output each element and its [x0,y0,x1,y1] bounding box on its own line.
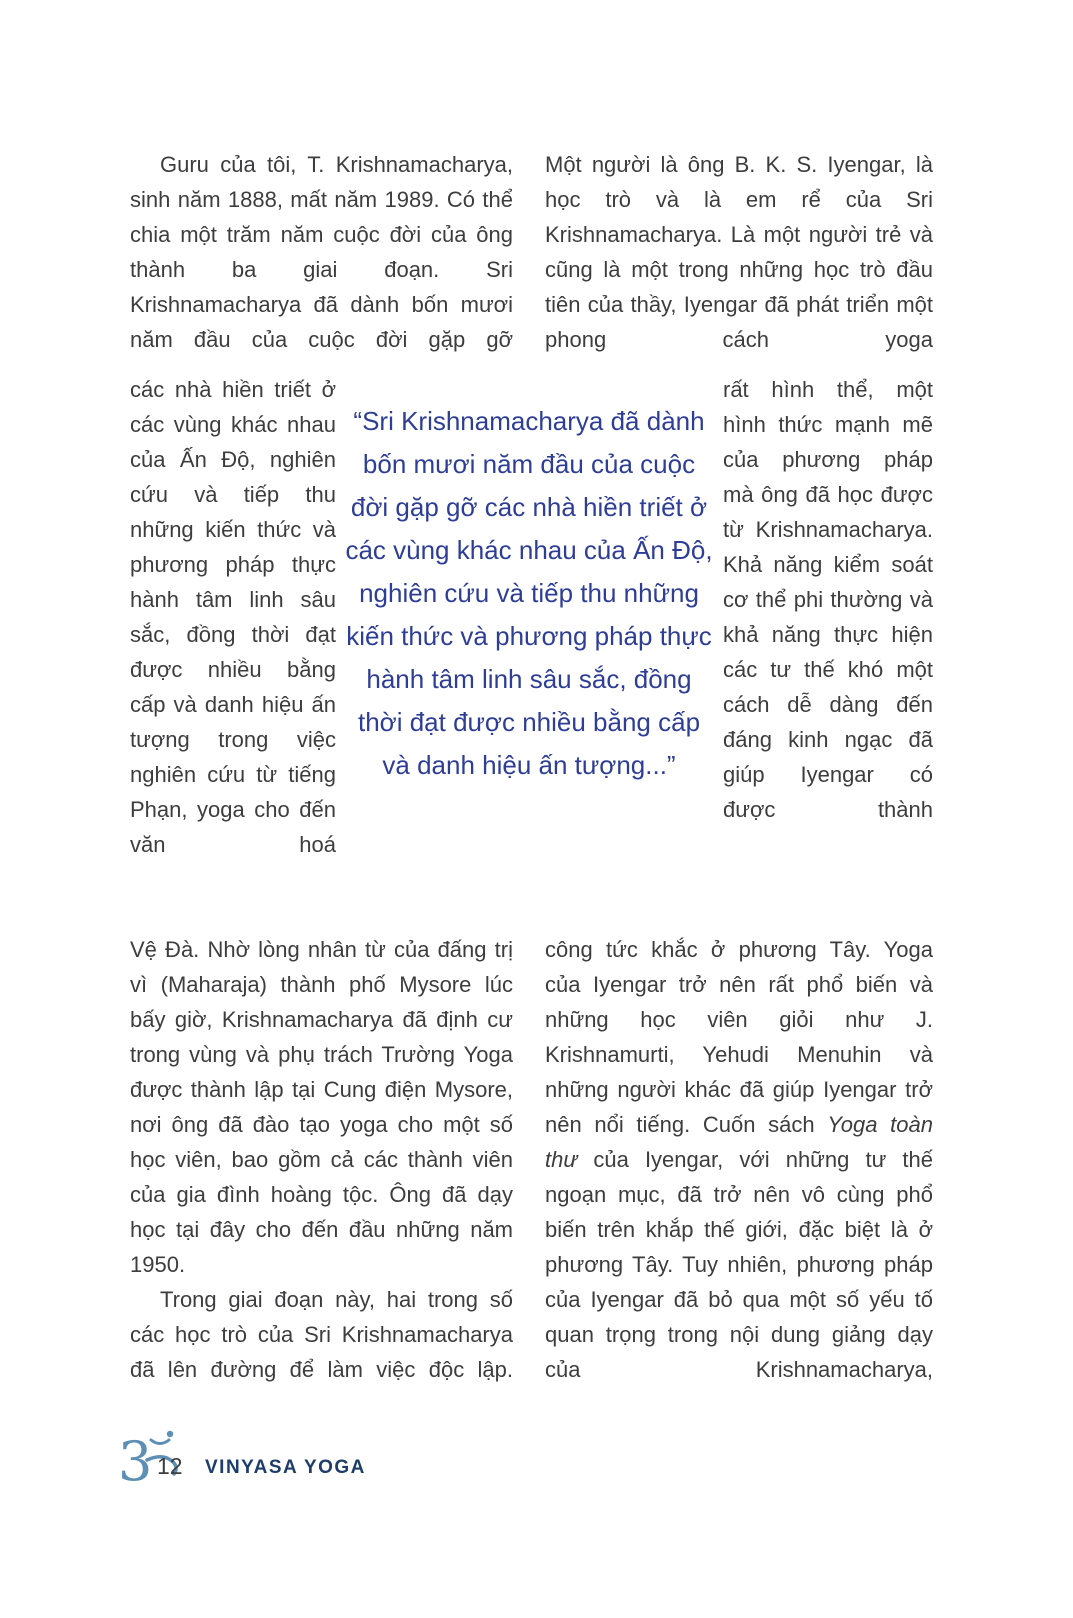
page-footer [0,1420,1073,1510]
book-title-inline-italic: Yoga toàn thư [545,1112,933,1172]
paragraph-right-narrow: rất hình thể, một hình thức mạnh mẽ của phương pháp mà ông đã học được từ Krishnamacharya. Khả năng kiểm soát cơ thể phi thường và khả năng thực hiện các tư thế khó một cách dễ dàng đến đáng kinh ngạc đã giúp Iyengar có được thành [723,377,933,822]
paragraph-right-bottom-post: của Iyengar, với những tư thế ngoạn mục, đã trở nên vô cùng phổ biến trên khắp thế giới, đặc biệt là ở phương Tây. Tuy nhiên, phương pháp của Iyengar đã bỏ qua một số yếu tố quan trọng trong nội dung giảng dạy của Krishnamacharya, [545,1147,933,1382]
right-column-narrow [723,372,933,827]
paragraph-left-top: Guru của tôi, T. Krishnamacharya, sinh năm 1888, mất năm 1989. Có thể chia một trăm năm cuộc đời của ông thành ba giai đoạn. Sri Krishnamacharya đã dành bốn mươi năm đầu của cuộc đời gặp gỡ [130,152,513,352]
right-column-bottom [545,932,933,1387]
left-column-top [130,147,513,357]
left-column-narrow [130,372,336,862]
paragraph-right-bottom-pre: công tức khắc ở phương Tây. Yoga của Iyengar trở nên rất phổ biến và những học viên giỏi như J. Krishnamurti, Yehudi Menuhin và những người khác đã giúp Iyengar trở nên nổi tiếng. Cuốn sách [545,937,933,1137]
right-column-top [545,147,933,357]
pull-quote: “Sri Krishnamacharya đã dành bốn mươi năm đầu của cuộc đời gặp gỡ các nhà hiền triết ở các vùng khác nhau của Ấn Độ, nghiên cứu và tiếp thu những kiến thức và phương pháp thực hành tâm linh sâu sắc, đồng thời đạt được nhiều bằng cấp và danh hiệu ấn tượng...” [345,406,713,780]
paragraph-left-bottom-2: Trong giai đoạn này, hai trong số các học trò của Sri Krishnamacharya đã lên đường để làm việc độc lập. [130,1287,513,1382]
page-number: 12 [157,1453,183,1479]
book-title: VINYASA YOGA [205,1457,366,1478]
svg-text:3: 3 [118,1430,153,1488]
paragraph-left-bottom-1: Vệ Đà. Nhờ lòng nhân từ của đấng trị vì (Maharaja) thành phố Mysore lúc bấy giờ, Krishnamacharya đã định cư trong vùng và phụ trách Trường Yoga được thành lập tại Cung điện Mysore, nơi ông đã đào tạo yoga cho một số học viên, bao gồm cả các thành viên của gia đình hoàng tộc. Ông đã dạy học tại đây cho đến đầu những năm 1950. [130,937,513,1277]
paragraph-right-top: Một người là ông B. K. S. Iyengar, là học trò và là em rể của Sri Krishnamacharya. Là một người trẻ và cũng là một trong những học trò đầu tiên của thầy, Iyengar đã phát triển một phong cách yoga [545,152,933,352]
paragraph-left-narrow: các nhà hiền triết ở các vùng khác nhau của Ấn Độ, nghiên cứu và tiếp thu những kiến thức và phương pháp thực hành tâm linh sâu sắc, đồng thời đạt được nhiều bằng cấp và danh hiệu ấn tượng trong việc nghiên cứu từ tiếng Phạn, yoga cho đến văn hoá [130,377,336,857]
paragraph-right-bottom [545,932,933,1387]
left-column-bottom [130,932,513,1387]
